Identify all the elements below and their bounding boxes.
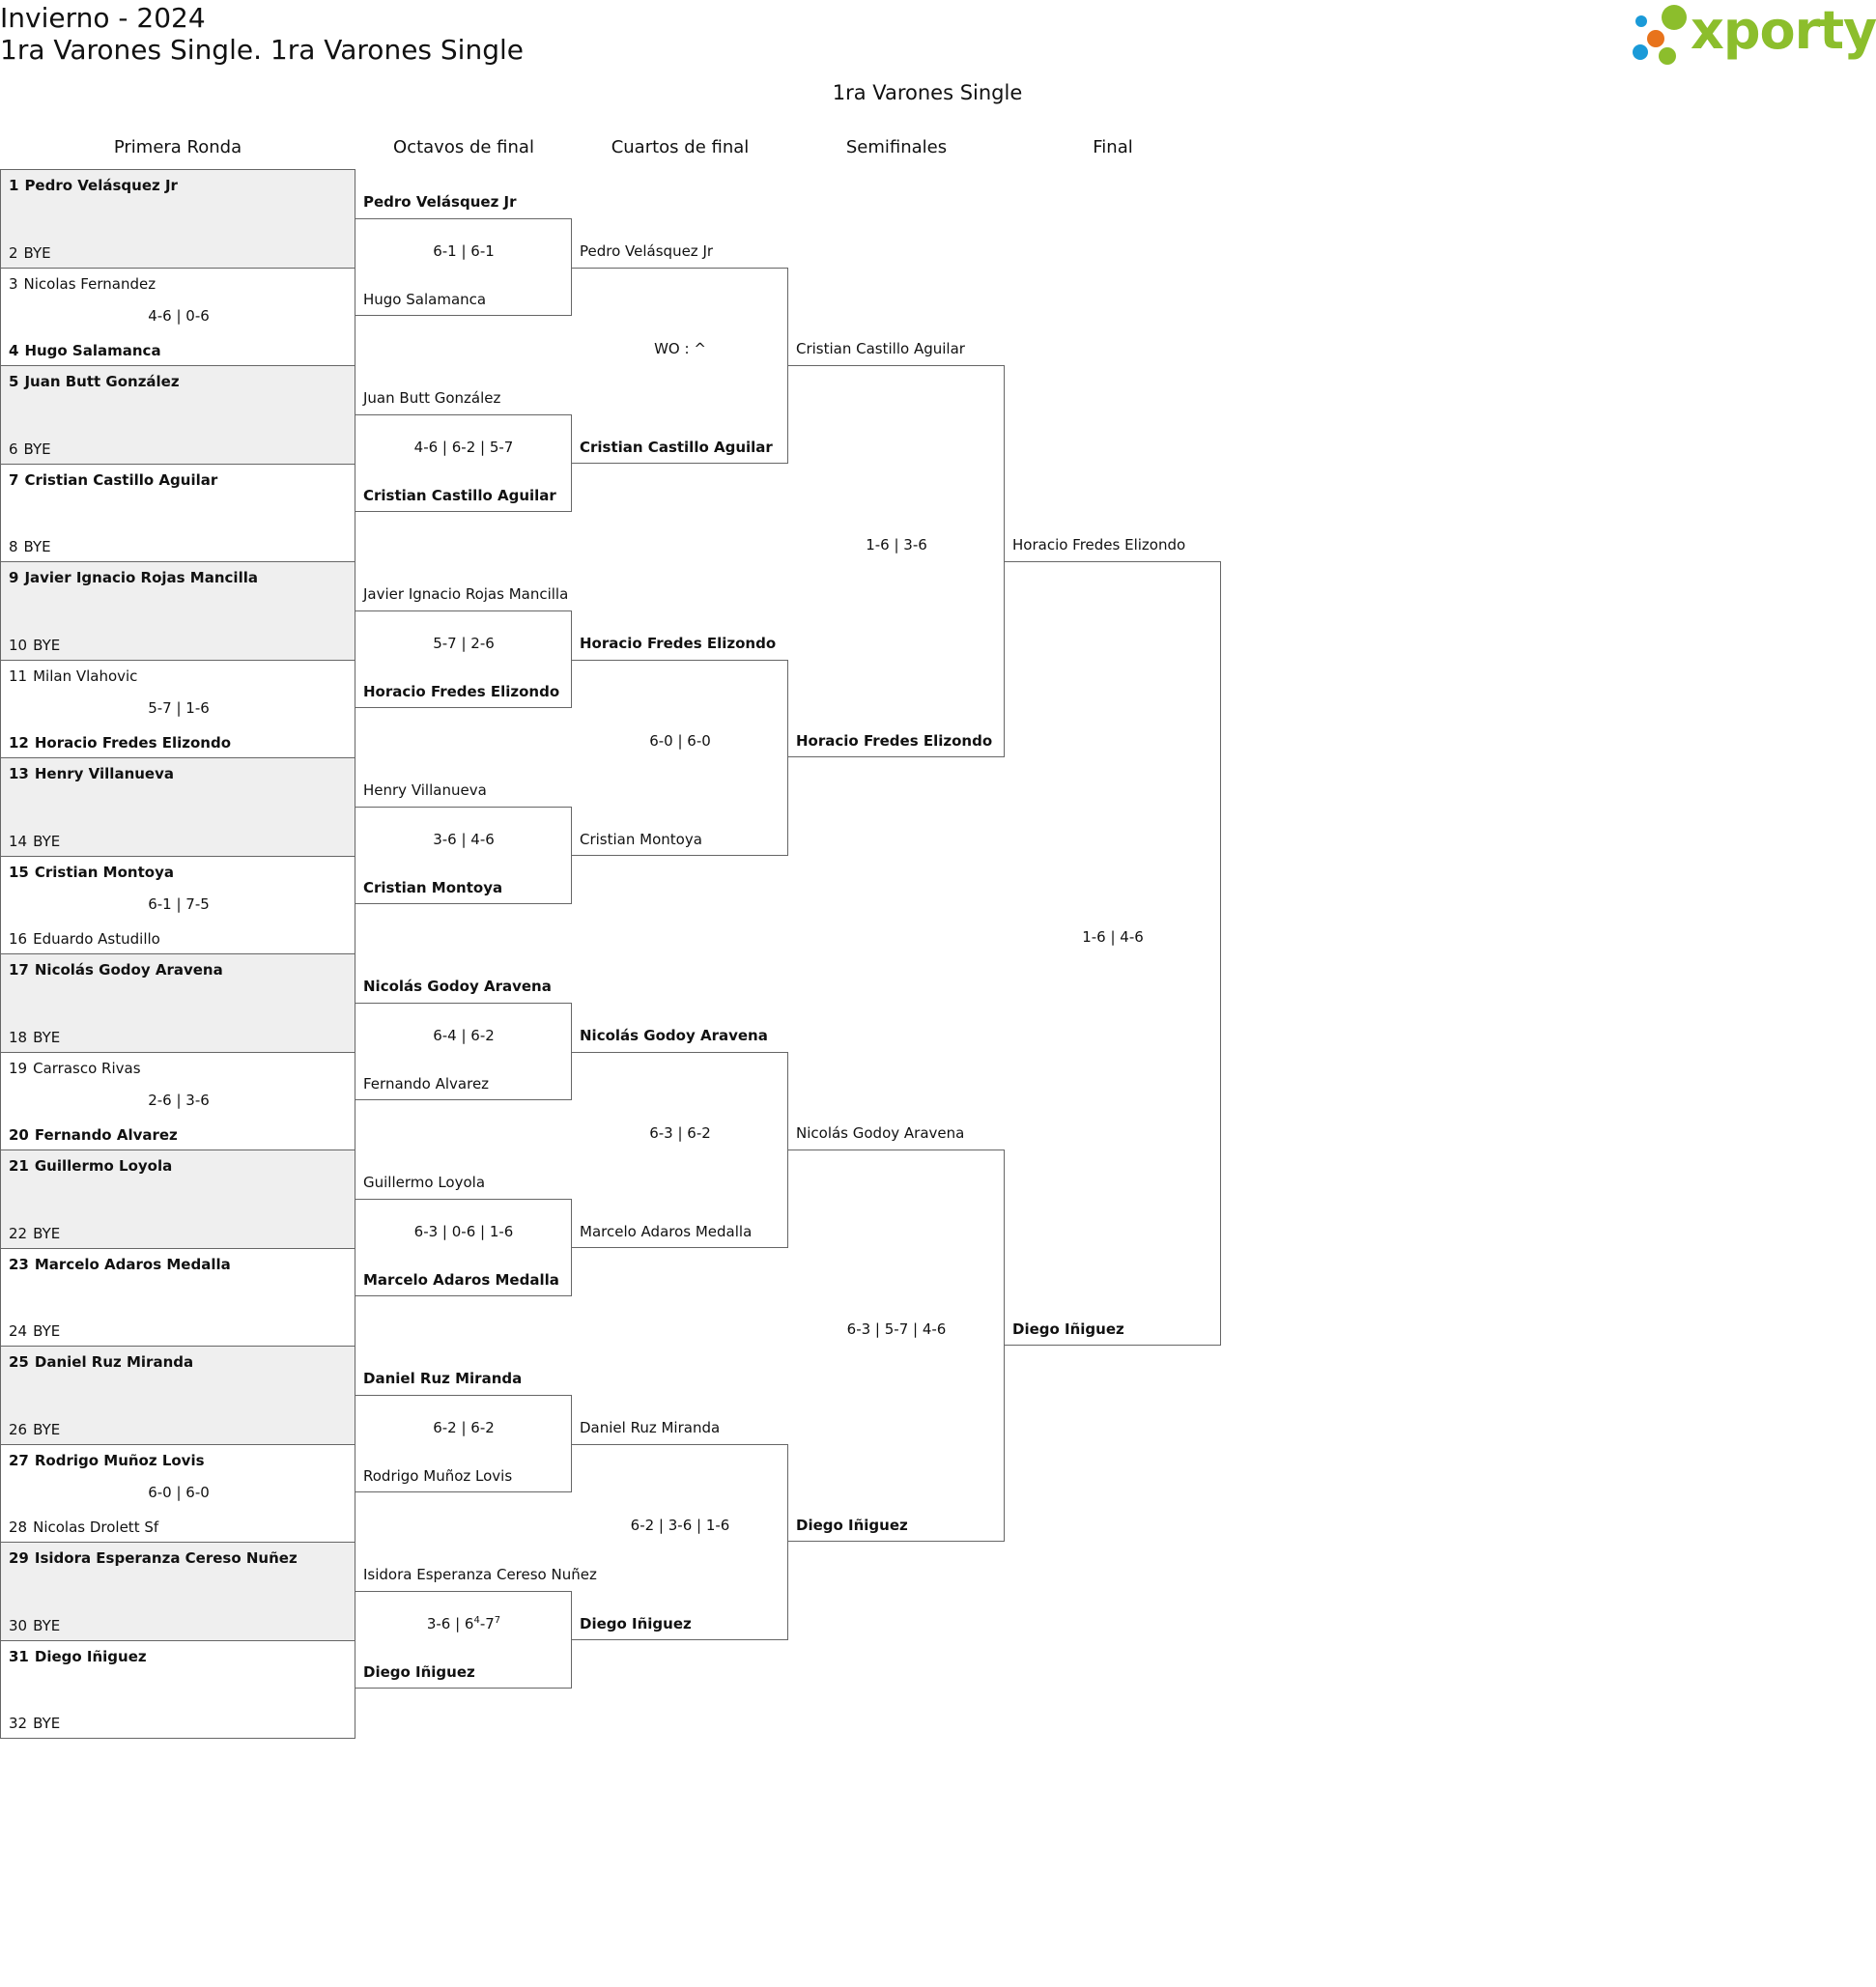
player-top: Daniel Ruz Miranda (363, 1369, 523, 1387)
player-bottom (9, 1029, 60, 1046)
match-score: 6-2 | 3-6 | 1-6 (630, 1517, 730, 1534)
player-name: Pedro Velásquez Jr (24, 177, 178, 194)
first-round-match[interactable] (0, 1640, 355, 1740)
player-top: Isidora Esperanza Cereso Nuñez (363, 1565, 597, 1583)
player-top (9, 373, 180, 390)
first-round-match[interactable] (0, 169, 355, 269)
player-top (9, 1452, 205, 1469)
player-top: Nicolás Godoy Aravena (580, 1026, 768, 1044)
player-top (9, 275, 156, 293)
player-name: Guillermo Loyola (34, 1157, 173, 1175)
bracket-connector (572, 1052, 788, 1248)
round-header-cuartos: Cuartos de final (611, 137, 750, 157)
player-name: Cristian Castillo Aguilar (24, 470, 218, 489)
player-bottom (9, 1322, 60, 1340)
player-bottom (9, 1421, 60, 1438)
player-bottom: Cristian Castillo Aguilar (363, 487, 556, 505)
player-bottom (9, 833, 60, 850)
player-top (9, 1060, 141, 1077)
player-top (9, 961, 223, 979)
player-bottom: Horacio Fredes Elizondo (796, 732, 993, 750)
player-name: BYE (33, 1420, 61, 1438)
player-name: Daniel Ruz Miranda (34, 1353, 194, 1371)
player-name: BYE (33, 1224, 61, 1242)
first-round-match[interactable] (0, 1150, 355, 1249)
first-round-match[interactable] (0, 953, 355, 1053)
match-score: 6-1 | 7-5 (148, 894, 210, 913)
seed-number: 22 (9, 1224, 28, 1242)
player-bottom (9, 342, 161, 359)
seed-number: 9 (9, 569, 19, 586)
player-top: Henry Villanueva (363, 781, 487, 799)
player-bottom (9, 538, 51, 555)
player-bottom (9, 930, 160, 948)
player-bottom: Hugo Salamanca (363, 291, 487, 309)
seed-number: 27 (9, 1451, 29, 1469)
player-name: BYE (23, 243, 51, 262)
first-round-match[interactable] (0, 464, 355, 563)
player-name: Nicolas Fernandez (23, 274, 156, 293)
player-name: Marcelo Adaros Medalla (34, 1255, 231, 1273)
seed-number: 15 (9, 863, 29, 881)
player-name: Fernando Alvarez (34, 1126, 178, 1144)
player-bottom: Marcelo Adaros Medalla (363, 1271, 559, 1290)
seed-number: 7 (9, 470, 19, 489)
match-score: 6-0 | 6-0 (148, 1483, 210, 1501)
seed-number: 5 (9, 373, 19, 390)
player-top (9, 471, 217, 489)
player-bottom (9, 1225, 60, 1242)
first-round-match[interactable] (0, 1248, 355, 1348)
seed-number: 25 (9, 1353, 29, 1371)
player-name: Horacio Fredes Elizondo (34, 734, 232, 752)
player-bottom (9, 1519, 158, 1536)
match-score: 3-6 | $6^4-7^7$ (426, 1614, 501, 1632)
player-top: Nicolás Godoy Aravena (363, 977, 552, 995)
player-name: Nicolas Drolett Sf (33, 1519, 159, 1536)
first-round-match[interactable] (0, 561, 355, 661)
season-title: Invierno - 2024 (0, 2, 206, 34)
player-name: Henry Villanueva (34, 765, 175, 782)
bracket-connector (572, 660, 788, 856)
match-score: 6-1 | 6-1 (433, 241, 495, 260)
player-bottom (9, 1126, 178, 1144)
seed-number: 18 (9, 1028, 28, 1046)
match-score: 5-7 | 1-6 (148, 698, 210, 717)
first-round-match[interactable] (0, 660, 355, 759)
bracket-connector (1005, 561, 1221, 1346)
seed-number: 12 (9, 734, 29, 752)
round-header-final: Final (1093, 137, 1133, 157)
first-round-match[interactable] (0, 1444, 355, 1544)
match-score: 6-4 | 6-2 (433, 1026, 495, 1044)
match-score: 6-3 | 5-7 | 4-6 (846, 1320, 947, 1338)
player-top (9, 1256, 231, 1273)
seed-number: 31 (9, 1647, 29, 1665)
round-header-primera: Primera Ronda (113, 137, 242, 157)
player-bottom (9, 734, 231, 752)
seed-number: 14 (9, 832, 28, 850)
player-bottom: Diego Iñiguez (796, 1517, 908, 1534)
player-bottom: Horacio Fredes Elizondo (363, 683, 560, 701)
match-score: 6-3 | 0-6 | 1-6 (413, 1222, 514, 1240)
seed-number: 32 (9, 1715, 28, 1732)
seed-number: 16 (9, 930, 28, 948)
player-bottom: Rodrigo Muñoz Lovis (363, 1467, 513, 1486)
player-name: Carrasco Rivas (33, 1059, 141, 1077)
match-score: 4-6 | 0-6 (148, 306, 210, 325)
player-name: BYE (33, 1028, 61, 1046)
player-name: Hugo Salamanca (24, 342, 161, 359)
player-top (9, 1549, 298, 1567)
player-name: Rodrigo Muñoz Lovis (34, 1451, 205, 1469)
player-name: Javier Ignacio Rojas Mancilla (24, 569, 258, 586)
player-top: Pedro Velásquez Jr (580, 241, 714, 260)
seed-number: 10 (9, 636, 28, 654)
player-top: Guillermo Loyola (363, 1173, 486, 1191)
player-bottom: Diego Iñiguez (1012, 1320, 1124, 1338)
seed-number: 4 (9, 342, 19, 359)
player-bottom: Diego Iñiguez (363, 1663, 475, 1682)
match-score: WO : ^ (654, 340, 706, 357)
bracket-connector (572, 1444, 788, 1640)
first-round-match[interactable] (0, 856, 355, 955)
first-round-match[interactable] (0, 268, 355, 367)
first-round-match[interactable] (0, 757, 355, 857)
first-round-match[interactable] (0, 365, 355, 465)
seed-number: 30 (9, 1616, 28, 1634)
bracket-title: 1ra Varones Single (832, 81, 1023, 104)
seed-number: 8 (9, 538, 18, 555)
player-top (9, 1353, 193, 1371)
player-name: Nicolás Godoy Aravena (34, 961, 223, 979)
match-score: 4-6 | 6-2 | 5-7 (413, 438, 514, 456)
player-bottom: Cristian Montoya (580, 830, 702, 848)
player-bottom (9, 440, 51, 458)
player-top (9, 569, 258, 586)
logo-dots-icon (1631, 4, 1691, 68)
player-bottom: Cristian Montoya (363, 879, 503, 897)
first-round-match[interactable] (0, 1346, 355, 1445)
seed-number: 21 (9, 1157, 29, 1175)
match-score: 6-3 | 6-2 (649, 1124, 711, 1142)
round-header-octavos: Octavos de final (393, 137, 534, 157)
player-top (9, 765, 174, 782)
player-name: Milan Vlahovic (33, 667, 138, 685)
first-round-match[interactable] (0, 1542, 355, 1641)
player-top: Nicolás Godoy Aravena (796, 1124, 965, 1142)
player-bottom (9, 1617, 60, 1634)
player-name: Eduardo Astudillo (33, 930, 160, 948)
seed-number: 29 (9, 1549, 29, 1567)
player-top (9, 864, 174, 881)
seed-number: 1 (9, 177, 19, 194)
seed-number: 13 (9, 765, 29, 782)
player-top: Daniel Ruz Miranda (580, 1418, 721, 1436)
match-score: 2-6 | 3-6 (148, 1091, 210, 1109)
player-bottom (9, 637, 60, 654)
player-name: BYE (33, 1715, 61, 1732)
seed-number: 3 (9, 274, 18, 293)
first-round-match[interactable] (0, 1052, 355, 1151)
player-top (9, 1157, 172, 1175)
player-name: Diego Iñiguez (34, 1647, 147, 1665)
player-name: BYE (33, 1322, 61, 1340)
bracket-connector (572, 268, 788, 464)
player-top: Javier Ignacio Rojas Mancilla (363, 584, 569, 603)
player-name: Juan Butt González (24, 373, 180, 390)
seed-number: 11 (9, 667, 28, 685)
seed-number: 23 (9, 1255, 29, 1273)
seed-number: 28 (9, 1519, 28, 1536)
player-top: Juan Butt González (363, 388, 501, 407)
seed-number: 24 (9, 1322, 28, 1340)
player-bottom: Cristian Castillo Aguilar (580, 438, 773, 456)
match-score: 6-2 | 6-2 (433, 1418, 495, 1436)
bracket-connector (788, 365, 1005, 757)
match-score: 3-6 | 4-6 (433, 830, 495, 848)
bracket-connector (788, 1150, 1005, 1542)
player-top: Cristian Castillo Aguilar (796, 340, 965, 357)
player-name: BYE (33, 832, 61, 850)
seed-number: 2 (9, 243, 18, 262)
seed-number: 17 (9, 961, 29, 979)
category-title: 1ra Varones Single. 1ra Varones Single (0, 34, 524, 66)
player-bottom: Diego Iñiguez (580, 1614, 692, 1632)
player-top (9, 177, 178, 194)
player-top: Horacio Fredes Elizondo (580, 634, 777, 652)
logo-wordmark: xporty (1691, 0, 1876, 61)
player-name: BYE (33, 636, 61, 654)
xporty-logo[interactable] (1631, 0, 1876, 68)
player-name: BYE (33, 1616, 61, 1634)
match-score: 1-6 | 4-6 (1082, 928, 1144, 946)
player-top (9, 667, 137, 685)
round-header-semis: Semifinales (845, 137, 948, 157)
player-bottom: Marcelo Adaros Medalla (580, 1222, 753, 1240)
player-name: BYE (23, 538, 51, 555)
player-name: BYE (23, 440, 51, 458)
seed-number: 6 (9, 440, 18, 458)
player-bottom (9, 1715, 60, 1732)
seed-number: 19 (9, 1059, 28, 1077)
player-top (9, 1648, 147, 1665)
player-bottom (9, 244, 51, 262)
player-name: Isidora Esperanza Cereso Nuñez (34, 1549, 298, 1567)
player-top: Pedro Velásquez Jr (363, 192, 517, 211)
match-score: 1-6 | 3-6 (866, 536, 927, 554)
player-top: Horacio Fredes Elizondo (1012, 536, 1186, 554)
seed-number: 26 (9, 1420, 28, 1438)
match-score: 6-0 | 6-0 (649, 732, 711, 750)
player-bottom: Fernando Alvarez (363, 1075, 490, 1093)
player-name: Cristian Montoya (34, 863, 174, 881)
seed-number: 20 (9, 1126, 29, 1144)
match-score: 5-7 | 2-6 (433, 634, 495, 652)
